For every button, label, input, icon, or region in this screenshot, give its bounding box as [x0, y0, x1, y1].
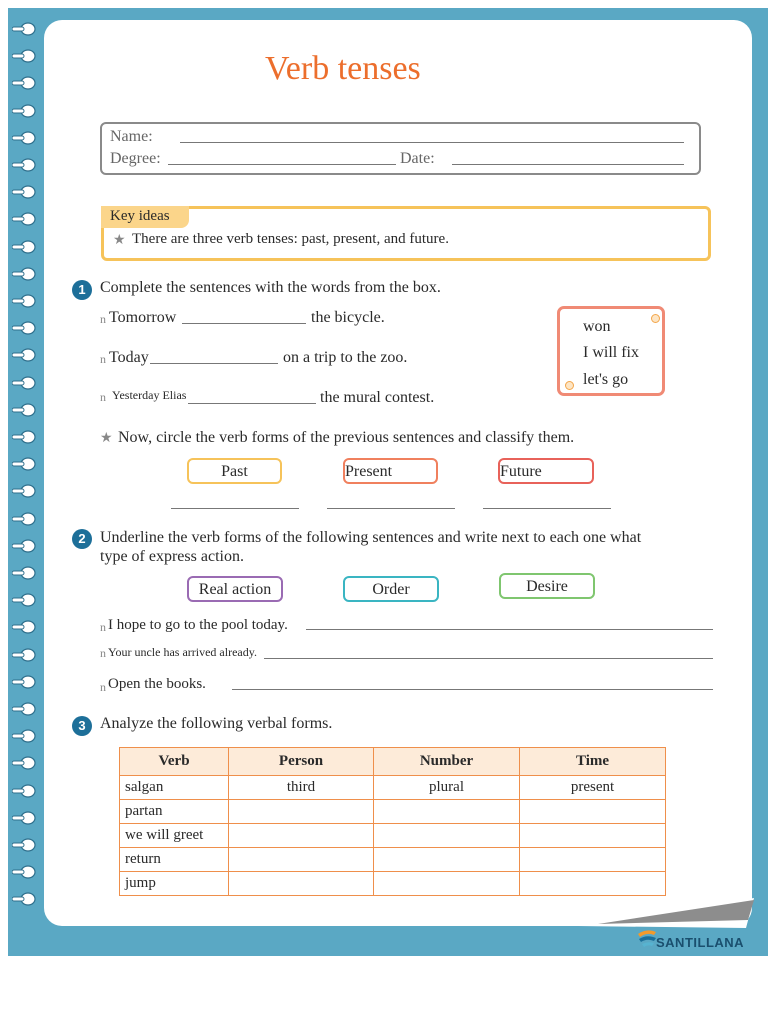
- category-desire: Desire: [499, 573, 595, 599]
- future-answer-line[interactable]: [483, 508, 611, 509]
- time-cell[interactable]: [520, 800, 666, 824]
- star-icon: ★: [100, 431, 113, 446]
- binding-ring-icon: [12, 620, 36, 634]
- date-label: Date:: [400, 150, 435, 167]
- header-time: Time: [520, 748, 666, 776]
- bullet-marker: n: [100, 352, 106, 366]
- binding-ring-icon: [12, 457, 36, 471]
- verb-analysis-table: [119, 747, 666, 896]
- binding-ring-icon: [12, 484, 36, 498]
- header-verb: Verb: [120, 748, 229, 776]
- binding-ring-icon: [12, 512, 36, 526]
- sentence-1-start: Tomorrow: [109, 309, 177, 326]
- exercise-2-instruction-line-2: type of express action.: [100, 548, 244, 565]
- word-i-will-fix: I will fix: [583, 344, 639, 361]
- binding-ring-icon: [12, 430, 36, 444]
- star-icon: ★: [113, 233, 126, 248]
- exercise-2-sentence-1: I hope to go to the pool today.: [108, 617, 288, 633]
- name-field[interactable]: [180, 142, 684, 143]
- verb-cell: salgan: [120, 776, 229, 800]
- sentence-1-end: the bicycle.: [311, 309, 385, 326]
- binding-ring-icon: [12, 104, 36, 118]
- binding-ring-icon: [12, 566, 36, 580]
- sentence-3-end: the mural contest.: [320, 389, 435, 406]
- time-cell[interactable]: [520, 824, 666, 848]
- binding-ring-icon: [12, 811, 36, 825]
- present-answer-line[interactable]: [327, 508, 455, 509]
- time-cell[interactable]: [520, 848, 666, 872]
- exercise-3-instruction: Analyze the following verbal forms.: [100, 715, 333, 732]
- person-cell[interactable]: [229, 848, 374, 872]
- binding-ring-icon: [12, 403, 36, 417]
- binding-ring-icon: [12, 593, 36, 607]
- binding-ring-icon: [12, 648, 36, 662]
- binding-ring-icon: [12, 702, 36, 716]
- person-cell[interactable]: [229, 872, 374, 896]
- binding-ring-icon: [12, 865, 36, 879]
- sentence-2-start: Today: [109, 349, 149, 366]
- santillana-logo-icon: [636, 926, 658, 948]
- bullet-marker: n: [100, 680, 106, 694]
- number-cell[interactable]: plural: [374, 776, 520, 800]
- publisher-logo: SANTILLANA: [656, 935, 745, 950]
- exercise-2-answer-2[interactable]: [264, 658, 713, 659]
- sentence-3-start: Yesterday Elias: [112, 388, 187, 402]
- word-lets-go: let's go: [583, 371, 629, 388]
- binding-ring-icon: [12, 784, 36, 798]
- category-order: Order: [343, 576, 439, 602]
- time-cell[interactable]: [520, 872, 666, 896]
- exercise-2-sentence-2: Your uncle has arrived already.: [108, 645, 257, 659]
- number-cell[interactable]: [374, 872, 520, 896]
- exercise-3-number: 3: [72, 716, 92, 736]
- number-cell[interactable]: [374, 824, 520, 848]
- binding-ring-icon: [12, 756, 36, 770]
- binding-ring-icon: [12, 212, 36, 226]
- page-title: Verb tenses: [265, 50, 421, 87]
- table-row: [120, 824, 666, 848]
- table-row: [120, 800, 666, 824]
- table-row: [120, 872, 666, 896]
- exercise-1-number: 1: [72, 280, 92, 300]
- date-field[interactable]: [452, 164, 684, 165]
- time-cell[interactable]: present: [520, 776, 666, 800]
- category-future: Future: [498, 458, 594, 484]
- table-row: [120, 848, 666, 872]
- binding-ring-icon: [12, 131, 36, 145]
- binding-ring-icon: [12, 158, 36, 172]
- binding-ring-icon: [12, 294, 36, 308]
- sentence-1-blank[interactable]: [182, 323, 306, 324]
- binding-ring-icon: [12, 321, 36, 335]
- degree-field[interactable]: [168, 164, 396, 165]
- table-row: [120, 776, 666, 800]
- person-cell[interactable]: [229, 824, 374, 848]
- pin-icon: [565, 381, 574, 390]
- key-ideas-label: Key ideas: [110, 208, 170, 224]
- verb-cell: partan: [120, 800, 229, 824]
- header-number: Number: [374, 748, 520, 776]
- binding-ring-icon: [12, 675, 36, 689]
- past-answer-line[interactable]: [171, 508, 299, 509]
- binding-ring-icon: [12, 892, 36, 906]
- table-header-row: [120, 748, 666, 776]
- binding-ring-icon: [12, 838, 36, 852]
- word-box: [557, 306, 665, 396]
- binding-ring-icon: [12, 76, 36, 90]
- verb-cell: jump: [120, 872, 229, 896]
- word-won: won: [583, 318, 611, 335]
- category-present: Present: [343, 458, 438, 484]
- bullet-marker: n: [100, 390, 106, 404]
- binding-ring-icon: [12, 348, 36, 362]
- bullet-marker: n: [100, 620, 106, 634]
- exercise-2-number: 2: [72, 529, 92, 549]
- pin-icon: [651, 314, 660, 323]
- bullet-marker: n: [100, 312, 106, 326]
- binding-ring-icon: [12, 729, 36, 743]
- verb-cell: return: [120, 848, 229, 872]
- exercise-2-answer-3[interactable]: [232, 689, 713, 690]
- binding-ring-icon: [12, 376, 36, 390]
- exercise-2-instruction-line-1: Underline the verb forms of the following sentences and write next to each one what: [100, 529, 642, 546]
- exercise-2-answer-1[interactable]: [306, 629, 713, 630]
- person-cell[interactable]: third: [229, 776, 374, 800]
- name-label: Name:: [110, 128, 153, 145]
- binding-ring-icon: [12, 267, 36, 281]
- bullet-marker: n: [100, 646, 106, 660]
- binding-ring-icon: [12, 49, 36, 63]
- person-cell[interactable]: [229, 800, 374, 824]
- category-real-action: Real action: [187, 576, 283, 602]
- binding-ring-icon: [12, 240, 36, 254]
- number-cell[interactable]: [374, 800, 520, 824]
- verb-cell: we will greet: [120, 824, 229, 848]
- exercise-2-sentence-3: Open the books.: [108, 676, 206, 692]
- degree-label: Degree:: [110, 150, 161, 167]
- exercise-1-instruction: Complete the sentences with the words from the box.: [100, 279, 441, 296]
- category-past: Past: [187, 458, 282, 484]
- number-cell[interactable]: [374, 848, 520, 872]
- sentence-2-end: on a trip to the zoo.: [283, 349, 408, 366]
- page-curl: [578, 898, 754, 928]
- key-ideas-text: There are three verb tenses: past, present, and future.: [132, 231, 449, 247]
- binding-ring-icon: [12, 22, 36, 36]
- sentence-3-blank[interactable]: [188, 403, 316, 404]
- binding-ring-icon: [12, 539, 36, 553]
- sentence-2-blank[interactable]: [150, 363, 278, 364]
- exercise-1-subtask: Now, circle the verb forms of the previous sentences and classify them.: [118, 429, 575, 446]
- header-person: Person: [229, 748, 374, 776]
- binding-ring-icon: [12, 185, 36, 199]
